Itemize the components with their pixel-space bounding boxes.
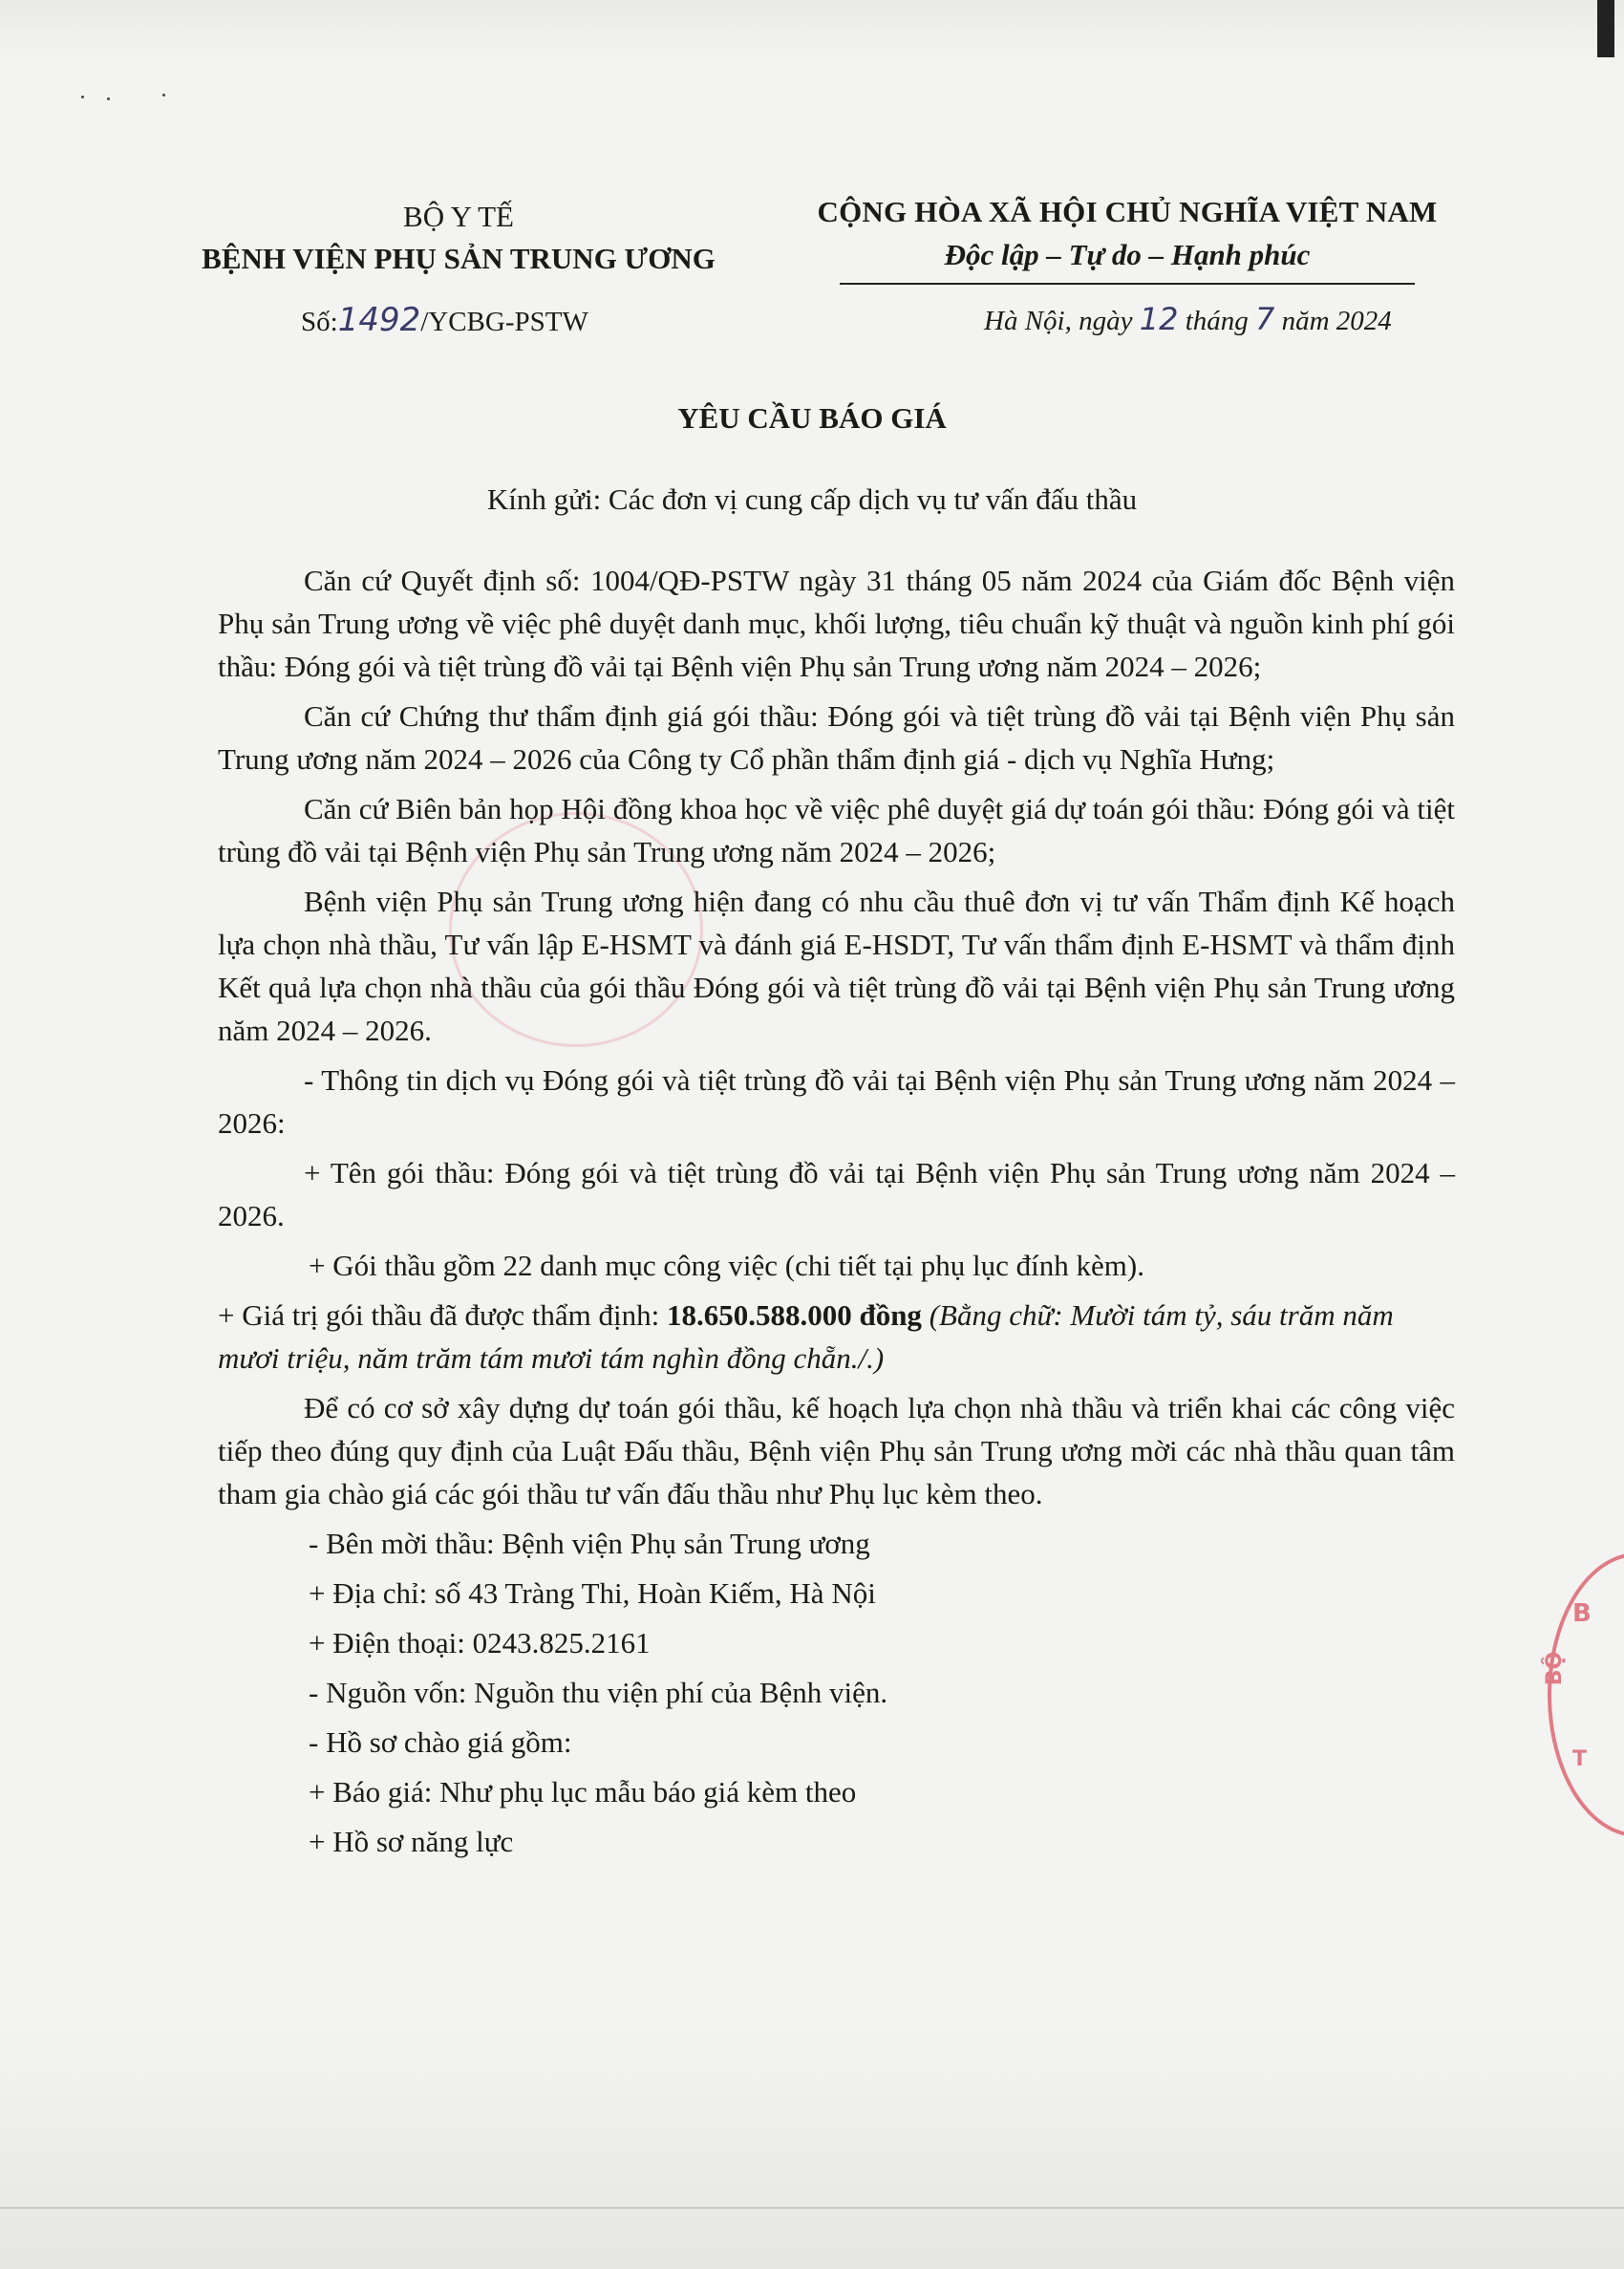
scan-speck <box>81 96 84 98</box>
paragraph-package-name: + Tên gói thầu: Đóng gói và tiệt trùng đồ vải tại Bệnh viện Phụ sản Trung ương năm 2024 – 2026. <box>218 1156 1455 1232</box>
document-title: YÊU CẦU BÁO GIÁ <box>677 401 947 435</box>
package-value-amount: 18.650.588.000 đồng <box>666 1298 922 1332</box>
doc-number-handwritten: 1492 <box>337 301 421 339</box>
paragraph-capability: + Hồ sơ năng lực <box>309 1825 514 1858</box>
scan-shadow-bottom <box>0 2030 1624 2269</box>
paragraph-phone: + Điện thoại: 0243.825.2161 <box>309 1626 651 1659</box>
scan-shadow-top <box>0 0 1624 57</box>
paragraph-legal-basis-1: Căn cứ Quyết định số: 1004/QĐ-PSTW ngày 31 tháng 05 năm 2024 của Giám đốc Bệnh viện Phụ sản Trung ương về việc phê duyệt danh mục, khối lượng, tiêu chuẩn kỹ thuật và nguồn kinh phí gói thầu: Đóng gói và tiệt trùng đồ vải tại Bệnh viện Phụ sản Trung ương năm 2024 – 2026; <box>218 564 1455 683</box>
republic-name: CỘNG HÒA XÃ HỘI CHỦ NGHĨA VIỆT NAM <box>817 195 1438 228</box>
package-value-in-words: (Bằng chữ: Mười tám tỷ, sáu trăm năm mươi triệu, năm trăm tám mươi tám nghìn đồng chẵn./.) <box>218 1298 1394 1375</box>
paragraph-legal-basis-3: Căn cứ Biên bản họp Hội đồng khoa học về việc phê duyệt giá dự toán gói thầu: Đóng gói và tiệt trùng đồ vải tại Bệnh viện Phụ sản Trung ương năm 2024 – 2026; <box>218 792 1455 868</box>
ministry-name: BỘ Y TẾ <box>403 200 514 233</box>
paragraph-funding: - Nguồn vốn: Nguồn thu viện phí của Bệnh viện. <box>309 1676 888 1709</box>
header-left <box>172 196 745 280</box>
greeting-line: Kính gửi: Các đơn vị cung cấp dịch vụ tư vấn đấu thầu <box>486 482 1138 516</box>
paragraph-address: + Địa chỉ: số 43 Tràng Thi, Hoàn Kiếm, Hà Nội <box>309 1576 876 1610</box>
paragraph-package-value <box>218 1294 1455 1380</box>
stamp-letter: BỘ <box>1543 1651 1568 1686</box>
paragraph-package-items: + Gói thầu gồm 22 danh mục công việc (chi tiết tại phụ lục đính kèm). <box>309 1249 1144 1282</box>
date-day-handwritten: 12 <box>1139 301 1179 337</box>
paragraph-dossier: - Hồ sơ chào giá gồm: <box>309 1725 572 1759</box>
doc-number-prefix: Số: <box>301 307 338 337</box>
paragraph-need: Bệnh viện Phụ sản Trung ương hiện đang có nhu cầu thuê đơn vị tư vấn Thẩm định Kế hoạch lựa chọn nhà thầu, Tư vấn lập E-HSMT và đánh giá E-HSDT, Tư vấn thẩm định E-HSMT và thẩm định Kết quả lựa chọn nhà thầu của gói thầu Đóng gói và tiệt trùng đồ vải tại Bệnh viện Phụ sản Trung ương năm 2024 – 2026. <box>218 885 1455 1047</box>
document-date <box>984 301 1392 337</box>
red-seal-stamp-partial <box>1543 1552 1624 1837</box>
paragraph-quotation: + Báo giá: Như phụ lục mẫu báo giá kèm theo <box>309 1775 857 1809</box>
document-body <box>218 559 1455 1870</box>
date-month-handwritten: 7 <box>1255 301 1275 337</box>
document-number <box>301 301 588 339</box>
national-motto: Độc lập – Tự do – Hạnh phúc <box>840 233 1416 285</box>
paragraph-inviting-party: - Bên mời thầu: Bệnh viện Phụ sản Trung ương <box>309 1527 870 1560</box>
scan-speck <box>107 97 110 100</box>
paragraph-legal-basis-2: Căn cứ Chứng thư thẩm định giá gói thầu: Đóng gói và tiệt trùng đồ vải tại Bệnh viện Phụ sản Trung ương năm 2024 – 2026 của Công ty Cổ phần thẩm định giá - dịch vụ Nghĩa Hưng; <box>218 699 1455 776</box>
scan-edge-line <box>0 2207 1624 2209</box>
scan-speck <box>162 94 165 96</box>
stamp-letter: T <box>1572 1747 1588 1771</box>
paragraph-invitation: Để có cơ sở xây dựng dự toán gói thầu, kế hoạch lựa chọn nhà thầu và triển khai các công việc tiếp theo đúng quy định của Luật Đấu thầu, Bệnh viện Phụ sản Trung ương mời các nhà thầu quan tâm tham gia chào giá các gói thầu tư vấn đấu thầu như Phụ lục kèm theo. <box>218 1391 1455 1510</box>
package-value-lead: + Giá trị gói thầu đã được thẩm định: <box>218 1298 667 1332</box>
doc-number-suffix: /YCBG-PSTW <box>420 307 588 337</box>
header-right <box>783 191 1471 285</box>
paragraph-service-info: - Thông tin dịch vụ Đóng gói và tiệt trùng đồ vải tại Bệnh viện Phụ sản Trung ương năm 2024 – 2026: <box>218 1063 1455 1140</box>
scan-corner-mark <box>1597 0 1614 57</box>
stamp-letter: B <box>1572 1599 1592 1628</box>
date-place: Hà Nội, ngày <box>984 306 1133 336</box>
date-month-label: tháng <box>1185 306 1249 336</box>
hospital-name: BỆNH VIỆN PHỤ SẢN TRUNG ƯƠNG <box>202 242 716 275</box>
date-year: năm 2024 <box>1281 306 1392 336</box>
